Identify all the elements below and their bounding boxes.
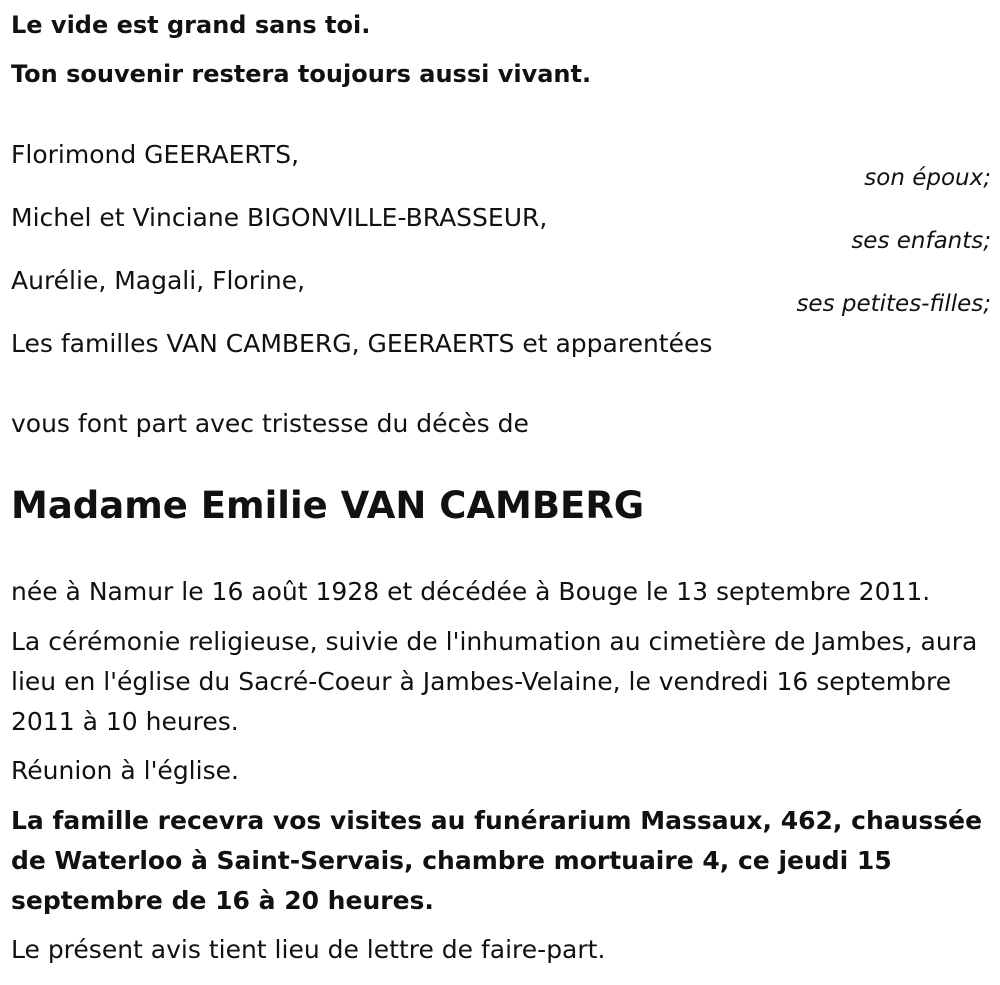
family-relatives: Les familles VAN CAMBERG, GEERAERTS et apparentées <box>11 329 713 358</box>
closing-text: Le présent avis tient lieu de lettre de faire-part. <box>11 935 606 964</box>
quote-line-2: Ton souvenir restera toujours aussi vivant. <box>11 60 592 88</box>
announcement-text: vous font part avec tristesse du décès de <box>11 409 529 438</box>
role-children: ses enfants; <box>851 228 991 254</box>
role-granddaughters: ses petites-filles; <box>796 291 991 317</box>
family-member-children: Michel et Vinciane BIGONVILLE-BRASSEUR, <box>11 203 548 232</box>
family-member-granddaughters: Aurélie, Magali, Florine, <box>11 266 306 295</box>
role-spouse: son époux; <box>864 165 991 191</box>
meeting-text: Réunion à l'église. <box>11 756 239 785</box>
deceased-name: Madame Emilie VAN CAMBERG <box>11 484 645 527</box>
quote-line-1: Le vide est grand sans toi. <box>11 11 371 39</box>
family-member-spouse: Florimond GEERAERTS, <box>11 140 300 169</box>
visits-text: La famille recevra vos visites au funérarium Massaux, 462, chaussée de Waterloo à Saint-Servais, chambre mortuaire 4, ce jeudi 15 septembre de 16 à 20 heures. <box>11 806 983 915</box>
ceremony-text: La cérémonie religieuse, suivie de l'inhumation au cimetière de Jambes, aura lieu en l'église du Sacré-Coeur à Jambes-Velaine, le vendredi 16 septembre 2011 à 10 heures. <box>11 627 978 736</box>
death-notice <box>11 0 991 985</box>
birth-death-text: née à Namur le 16 août 1928 et décédée à Bouge le 13 septembre 2011. <box>11 577 931 606</box>
